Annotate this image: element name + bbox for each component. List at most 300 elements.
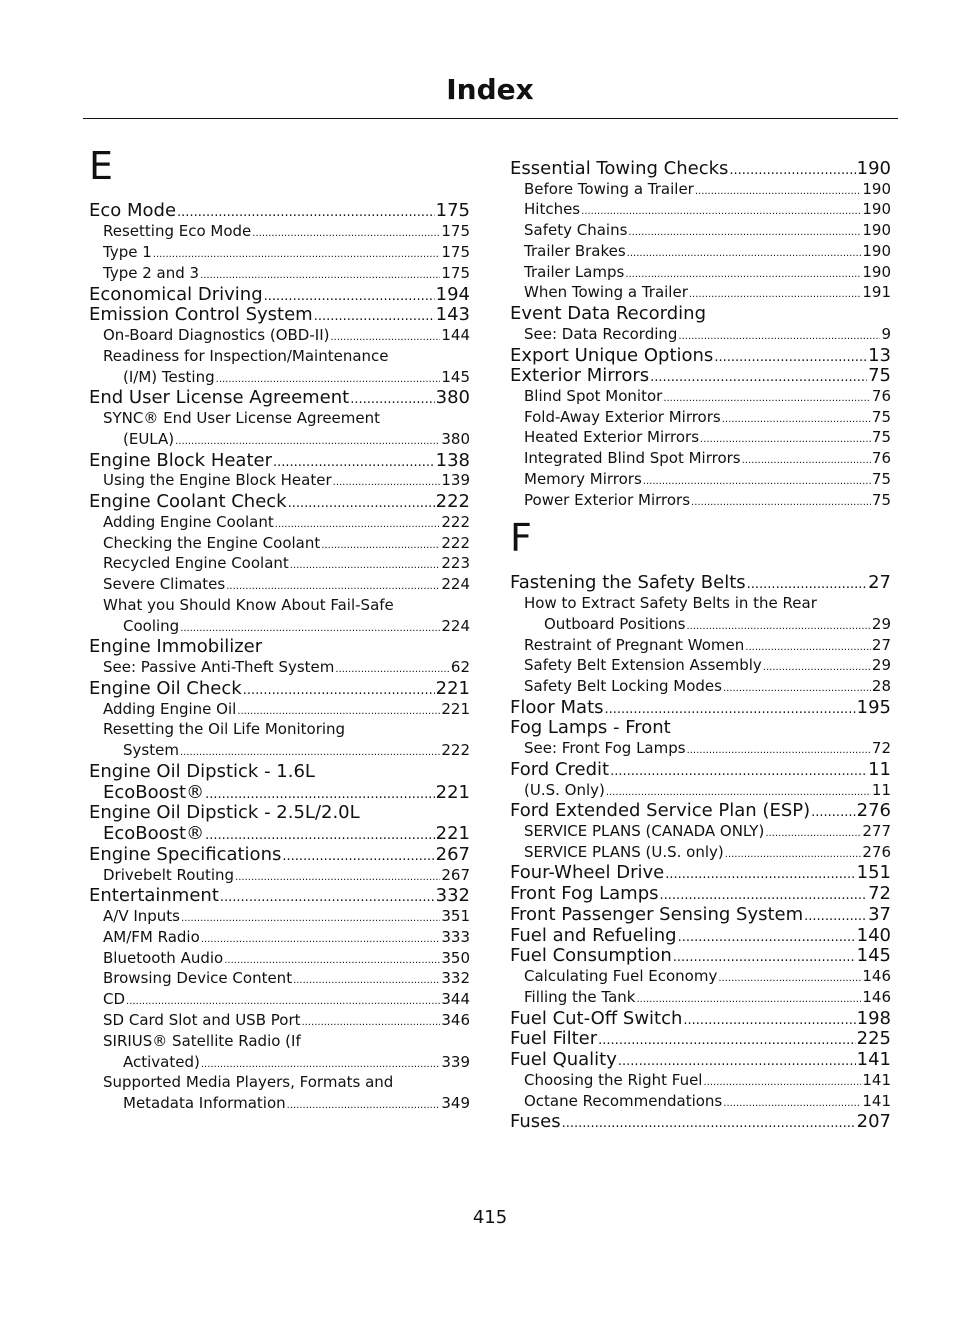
entry-text: Trailer Brakes (524, 242, 626, 260)
entry-text: (EULA) (123, 430, 175, 448)
dot-leader (636, 987, 861, 1010)
entry-text: Using the Engine Block Heater (103, 471, 332, 489)
entry-text: Emission Control System (89, 304, 313, 325)
entry-page-number: 141 (856, 1049, 891, 1070)
entry-page-number: 380 (441, 430, 470, 448)
entry-line (103, 242, 470, 263)
entry-line (510, 945, 891, 966)
dot-leader (765, 821, 861, 844)
entry-page-number: 332 (435, 885, 470, 906)
entry-line (510, 883, 891, 904)
entry-page-number: 27 (871, 636, 891, 654)
dot-leader (723, 676, 871, 699)
section-letter: F (510, 516, 532, 560)
entry-text: Before Towing a Trailer (524, 180, 694, 198)
entry-text: Filling the Tank (524, 988, 636, 1006)
entry-text: Essential Towing Checks (510, 158, 729, 179)
entry-line (524, 199, 891, 220)
entry-page-number: 344 (441, 990, 470, 1008)
entry-text: Power Exterior Mirrors (524, 491, 691, 509)
entry-text: Fog Lamps - Front (510, 717, 671, 738)
entry-page-number: 225 (856, 1028, 891, 1049)
entry-line (524, 821, 891, 842)
dot-leader (747, 572, 867, 595)
entry-page-number: 175 (441, 243, 470, 261)
entry-line (510, 904, 891, 925)
entry-line (103, 512, 470, 533)
entry-line (510, 345, 891, 366)
entry-line (89, 304, 470, 325)
entry-line (524, 635, 891, 656)
entry-line (103, 1072, 470, 1093)
entry-text: Safety Belt Extension Assembly (524, 656, 762, 674)
entry-line (103, 927, 470, 948)
entry-text: System (123, 741, 179, 759)
dot-leader (282, 844, 434, 867)
entry-line (103, 1010, 470, 1031)
entry-text: Exterior Mirrors (510, 365, 650, 386)
dot-leader (742, 448, 871, 471)
entry-line (524, 427, 891, 448)
entry-page-number: 276 (862, 843, 891, 861)
entry-line (524, 282, 891, 303)
entry-line (123, 616, 470, 637)
entry-line (510, 925, 891, 946)
entry-page-number: 13 (868, 345, 891, 366)
entry-text: Adding Engine Coolant (103, 513, 274, 531)
dot-leader (243, 678, 435, 701)
entry-line (510, 717, 891, 738)
entry-line (103, 968, 470, 989)
entry-text: SERVICE PLANS (U.S. only) (524, 843, 724, 861)
entry-line (103, 470, 470, 491)
dot-leader (610, 759, 867, 782)
dot-leader (700, 427, 871, 450)
entry-text: Heated Exterior Mirrors (524, 428, 700, 446)
entry-text: What you Should Know About Fail-Safe (103, 596, 394, 614)
dot-leader (663, 386, 871, 409)
entry-page-number: 190 (862, 180, 891, 198)
entry-page-number: 140 (856, 925, 891, 946)
entry-text: Safety Chains (524, 221, 628, 239)
entry-page-number: 28 (871, 677, 891, 695)
entry-line (103, 906, 470, 927)
dot-leader (618, 1049, 856, 1072)
entry-text: Export Unique Options (510, 345, 714, 366)
entry-page-number: 276 (856, 800, 891, 821)
entry-text: SYNC® End User License Agreement (103, 409, 381, 427)
entry-page-number: 222 (441, 513, 470, 531)
entry-page-number: 37 (868, 904, 891, 925)
entry-line (524, 655, 891, 676)
entry-text: Engine Immobilizer (89, 636, 263, 657)
entry-line (89, 387, 470, 408)
entry-text: Browsing Device Content (103, 969, 293, 987)
entry-page-number: 72 (868, 883, 891, 904)
entry-line (524, 386, 891, 407)
entry-line (524, 780, 891, 801)
entry-page-number: 222 (441, 741, 470, 759)
entry-line (510, 303, 891, 324)
entry-line (103, 948, 470, 969)
dot-leader (177, 200, 435, 223)
entry-text: Ford Credit (510, 759, 610, 780)
entry-page-number: 277 (862, 822, 891, 840)
entry-text: Adding Engine Oil (103, 700, 237, 718)
dot-leader (673, 945, 856, 968)
entry-page-number: 224 (441, 617, 470, 635)
entry-line (510, 697, 891, 718)
dot-leader (288, 491, 435, 514)
entry-page-number: 190 (862, 221, 891, 239)
entry-line (89, 844, 470, 865)
entry-page-number: 76 (871, 449, 891, 467)
entry-line (524, 966, 891, 987)
entry-text: Fuel Consumption (510, 945, 672, 966)
entry-text: (I/M) Testing (123, 368, 215, 386)
dot-leader (687, 614, 871, 637)
entry-page-number: 138 (435, 450, 470, 471)
entry-page-number: 221 (435, 782, 470, 803)
entry-page-number: 139 (441, 471, 470, 489)
entry-line (510, 365, 891, 386)
entry-text: Fuses (510, 1111, 561, 1132)
entry-line (89, 802, 470, 823)
entry-line (103, 719, 470, 740)
entry-line (524, 676, 891, 697)
entry-text: Type 1 (103, 243, 152, 261)
entry-text: Fuel Cut-Off Switch (510, 1008, 683, 1029)
entry-line (510, 1049, 891, 1070)
entry-line (510, 862, 891, 883)
entry-page-number: 151 (856, 862, 891, 883)
entry-text: Eco Mode (89, 200, 177, 221)
entry-page-number: 224 (441, 575, 470, 593)
entry-page-number: 194 (435, 284, 470, 305)
entry-page-number: 145 (856, 945, 891, 966)
dot-leader (650, 365, 867, 388)
entry-text: Integrated Blind Spot Mirrors (524, 449, 741, 467)
entry-line (103, 823, 470, 844)
dot-leader (687, 738, 871, 761)
entry-page-number: 75 (871, 470, 891, 488)
entry-page-number: 221 (435, 678, 470, 699)
entry-line (103, 325, 470, 346)
entry-line (123, 1093, 470, 1114)
entry-text: Floor Mats (510, 697, 604, 718)
entry-line (123, 429, 470, 450)
dot-leader (598, 1028, 855, 1051)
dot-leader (729, 158, 855, 181)
entry-page-number: 380 (435, 387, 470, 408)
dot-leader (302, 1010, 441, 1033)
entry-page-number: 9 (881, 325, 891, 343)
entry-text: See: Front Fog Lamps (524, 739, 686, 757)
entry-line (89, 678, 470, 699)
dot-leader (153, 242, 441, 265)
entry-line (89, 491, 470, 512)
entry-line (510, 1111, 891, 1132)
entry-line (524, 241, 891, 262)
dot-leader (689, 282, 861, 305)
entry-text: Engine Block Heater (89, 450, 272, 471)
title-divider (83, 118, 898, 119)
entry-page-number: 141 (862, 1092, 891, 1110)
dot-leader (293, 968, 440, 991)
entry-text: Four-Wheel Drive (510, 862, 665, 883)
entry-page-number: 190 (862, 242, 891, 260)
entry-text: SIRIUS® Satellite Radio (If (103, 1032, 301, 1050)
dot-leader (330, 325, 440, 348)
entry-page-number: 143 (435, 304, 470, 325)
entry-line (524, 842, 891, 863)
entry-page-number: 76 (871, 387, 891, 405)
entry-text: EcoBoost® (103, 823, 205, 844)
entry-line (103, 574, 470, 595)
entry-page-number: 29 (871, 656, 891, 674)
dot-leader (205, 823, 435, 846)
entry-page-number: 27 (868, 572, 891, 593)
entry-page-number: 190 (856, 158, 891, 179)
entry-line (524, 490, 891, 511)
dot-leader (290, 553, 441, 576)
entry-line (103, 1031, 470, 1052)
entry-line (103, 263, 470, 284)
dot-leader (226, 574, 440, 597)
entry-line (544, 614, 891, 635)
entry-line (524, 1091, 891, 1112)
entry-text: Fold-Away Exterior Mirrors (524, 408, 721, 426)
entry-line (89, 761, 470, 782)
entry-text: Hitches (524, 200, 581, 218)
entry-text: Engine Oil Dipstick - 1.6L (89, 761, 315, 782)
entry-line (89, 885, 470, 906)
entry-text: On-Board Diagnostics (OBD-II) (103, 326, 330, 344)
entry-text: Fuel Quality (510, 1049, 617, 1070)
dot-leader (691, 490, 871, 513)
dot-leader (763, 655, 871, 678)
dot-leader (718, 966, 861, 989)
entry-page-number: 198 (856, 1008, 891, 1029)
entry-text: Drivebelt Routing (103, 866, 235, 884)
entry-page-number: 223 (441, 554, 470, 572)
entry-text: Supported Media Players, Formats and (103, 1073, 394, 1091)
entry-page-number: 11 (871, 781, 891, 799)
entry-page-number: 190 (862, 200, 891, 218)
entry-line (510, 158, 891, 179)
entry-text: Fuel and Refueling (510, 925, 677, 946)
dot-leader (643, 469, 871, 492)
entry-text: Recycled Engine Coolant (103, 554, 289, 572)
entry-page-number: 350 (441, 949, 470, 967)
entry-page-number: 191 (862, 283, 891, 301)
entry-text: Entertainment (89, 885, 219, 906)
entry-page-number: 75 (871, 491, 891, 509)
dot-leader (660, 883, 868, 906)
entry-line (524, 407, 891, 428)
entry-text: Safety Belt Locking Modes (524, 677, 722, 695)
entry-line (103, 865, 470, 886)
entry-line (524, 179, 891, 200)
entry-text: End User License Agreement (89, 387, 350, 408)
entry-line (524, 593, 891, 614)
entry-page-number: 146 (862, 988, 891, 1006)
dot-leader (126, 989, 440, 1012)
entry-line (524, 738, 891, 759)
dot-leader (287, 1093, 441, 1116)
page-number: 415 (472, 1207, 508, 1228)
entry-text: Engine Oil Check (89, 678, 242, 699)
entry-line (123, 367, 470, 388)
entry-line (524, 469, 891, 490)
entry-line (123, 740, 470, 761)
entry-line (103, 221, 470, 242)
entry-text: See: Passive Anti-Theft System (103, 658, 335, 676)
entry-text: Event Data Recording (510, 303, 707, 324)
entry-page-number: 221 (435, 823, 470, 844)
entry-text: See: Data Recording (524, 325, 678, 343)
entry-text: Resetting Eco Mode (103, 222, 252, 240)
entry-text: Choosing the Right Fuel (524, 1071, 703, 1089)
dot-leader (350, 387, 434, 410)
entry-text: Economical Driving (89, 284, 263, 305)
dot-leader (314, 304, 435, 327)
entry-text: SD Card Slot and USB Port (103, 1011, 301, 1029)
entry-page-number: 175 (441, 264, 470, 282)
entry-text: Memory Mirrors (524, 470, 642, 488)
entry-page-number: 339 (441, 1053, 470, 1071)
dot-leader (201, 927, 441, 950)
entry-text: Trailer Lamps (524, 263, 625, 281)
entry-page-number: 221 (441, 700, 470, 718)
dot-leader (200, 263, 440, 286)
entry-page-number: 75 (871, 408, 891, 426)
dot-leader (180, 740, 440, 763)
entry-page-number: 222 (441, 534, 470, 552)
dot-leader (811, 800, 856, 823)
entry-line (103, 533, 470, 554)
entry-page-number: 75 (868, 365, 891, 386)
entry-page-number: 175 (441, 222, 470, 240)
entry-page-number: 62 (450, 658, 470, 676)
entry-page-number: 346 (441, 1011, 470, 1029)
dot-leader (335, 657, 450, 680)
dot-leader (628, 220, 861, 243)
entry-text: Octane Recommendations (524, 1092, 723, 1110)
entry-page-number: 144 (441, 326, 470, 344)
entry-page-number: 333 (441, 928, 470, 946)
entry-page-number: 332 (441, 969, 470, 987)
entry-text: When Towing a Trailer (524, 283, 688, 301)
entry-text: Engine Specifications (89, 844, 282, 865)
entry-text: CD (103, 990, 126, 1008)
entry-line (510, 1008, 891, 1029)
entry-text: Readiness for Inspection/Maintenance (103, 347, 389, 365)
entry-text: Outboard Positions (544, 615, 686, 633)
entry-text: Fuel Filter (510, 1028, 598, 1049)
entry-text: Ford Extended Service Plan (ESP) (510, 800, 811, 821)
entry-page-number: 141 (862, 1071, 891, 1089)
entry-page-number: 267 (441, 866, 470, 884)
entry-text: Restraint of Pregnant Women (524, 636, 745, 654)
entry-page-number: 351 (441, 907, 470, 925)
entry-page-number: 29 (871, 615, 891, 633)
entry-line (103, 657, 470, 678)
dot-leader (703, 1070, 861, 1093)
entry-line (103, 989, 470, 1010)
dot-leader (665, 862, 855, 885)
entry-line (89, 200, 470, 221)
entry-text: Fastening the Safety Belts (510, 572, 746, 593)
entry-text: Resetting the Oil Life Monitoring (103, 720, 346, 738)
entry-line (510, 800, 891, 821)
entry-page-number: 146 (862, 967, 891, 985)
entry-page-number: 349 (441, 1094, 470, 1112)
entry-line (524, 262, 891, 283)
entry-line (89, 284, 470, 305)
entry-page-number: 267 (435, 844, 470, 865)
entry-line (510, 1028, 891, 1049)
entry-line (524, 1070, 891, 1091)
entry-text: Metadata Information (123, 1094, 286, 1112)
entry-page-number: 72 (871, 739, 891, 757)
entry-page-number: 175 (435, 200, 470, 221)
entry-line (524, 324, 891, 345)
entry-text: (U.S. Only) (524, 781, 605, 799)
entry-page-number: 222 (435, 491, 470, 512)
entry-line (524, 448, 891, 469)
entry-text: Blind Spot Monitor (524, 387, 663, 405)
entry-text: Front Fog Lamps (510, 883, 659, 904)
entry-page-number: 145 (441, 368, 470, 386)
entry-page-number: 11 (868, 759, 891, 780)
entry-line (103, 553, 470, 574)
entry-text: Checking the Engine Coolant (103, 534, 321, 552)
entry-page-number: 195 (856, 697, 891, 718)
dot-leader (581, 199, 861, 222)
page-title: Index (446, 73, 534, 106)
dot-leader (627, 241, 862, 264)
entry-line (89, 450, 470, 471)
entry-text: How to Extract Safety Belts in the Rear (524, 594, 817, 612)
entry-text: AM/FM Radio (103, 928, 200, 946)
entry-text: Bluetooth Audio (103, 949, 224, 967)
entry-page-number: 207 (856, 1111, 891, 1132)
dot-leader (220, 885, 435, 908)
entry-text: Calculating Fuel Economy (524, 967, 718, 985)
dot-leader (181, 906, 440, 929)
entry-line (510, 572, 891, 593)
entry-page-number: 190 (862, 263, 891, 281)
entry-text: Front Passenger Sensing System (510, 904, 804, 925)
dot-leader (275, 512, 441, 535)
entry-line (103, 346, 470, 367)
dot-leader (562, 1111, 856, 1134)
entry-line (123, 1052, 470, 1073)
dot-leader (804, 904, 867, 927)
dot-leader (333, 470, 441, 493)
entry-page-number: 75 (871, 428, 891, 446)
dot-leader (175, 429, 440, 452)
entry-text: Severe Climates (103, 575, 226, 593)
entry-text: SERVICE PLANS (CANADA ONLY) (524, 822, 765, 840)
entry-line (89, 636, 470, 657)
entry-text: Engine Coolant Check (89, 491, 287, 512)
entry-text: Cooling (123, 617, 180, 635)
entry-line (524, 220, 891, 241)
entry-line (103, 782, 470, 803)
dot-leader (252, 221, 440, 244)
